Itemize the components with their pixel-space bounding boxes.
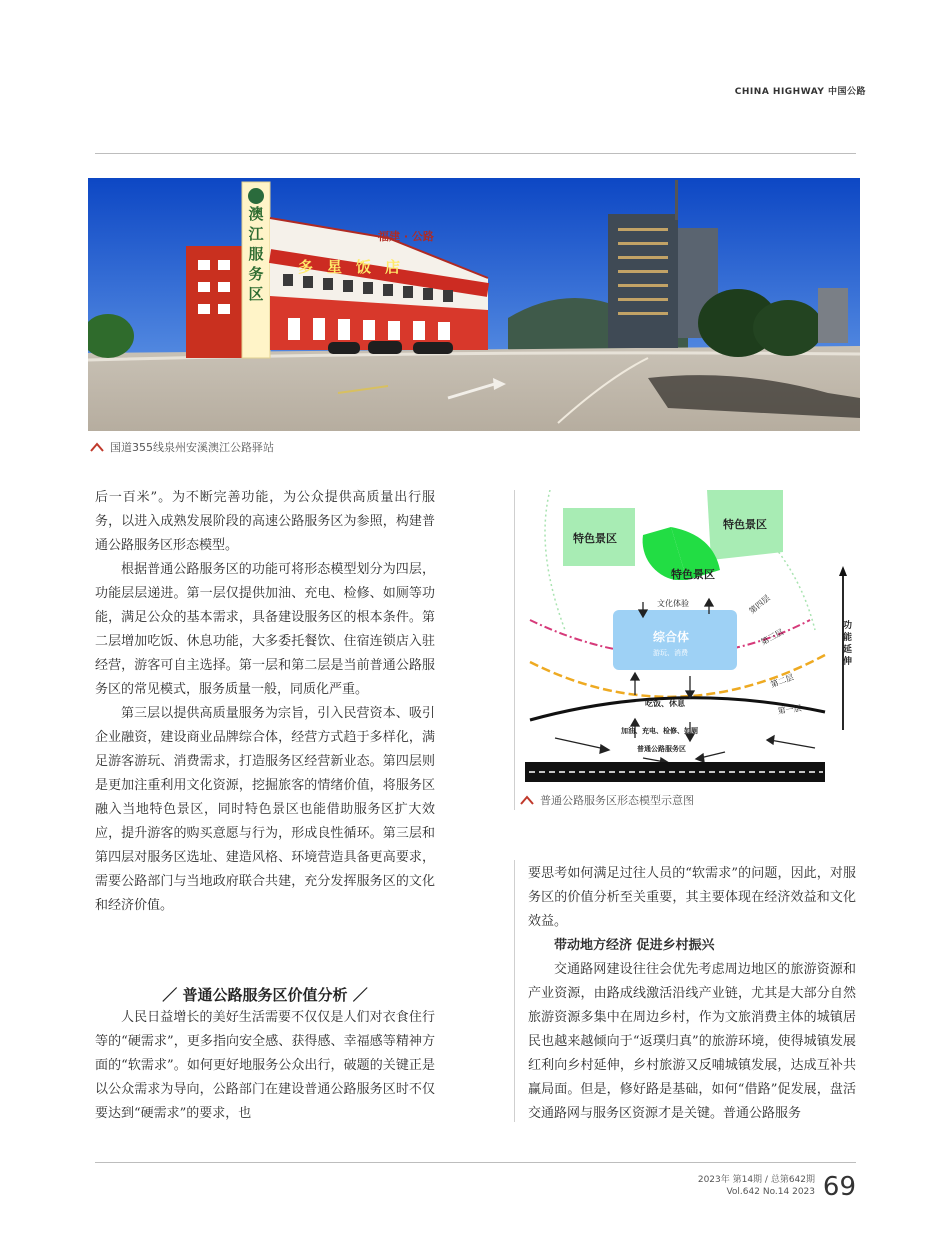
zone-right-label: 特色景区 <box>723 518 767 531</box>
roof-sign: 福建 · 公路 <box>378 230 434 243</box>
diagram-caret-icon <box>520 795 534 805</box>
culture-label: 文化体验 <box>657 599 689 608</box>
complex-sub-label: 游玩、消费 <box>653 649 688 657</box>
issue-info <box>698 1174 815 1198</box>
eat-rest-label: 吃饭、休息 <box>645 698 685 708</box>
right-column <box>528 862 856 1126</box>
left-column-continued <box>95 1006 435 1126</box>
left-paragraph-4: 人民日益增长的美好生活需要不仅仅是人们对衣食住行等的“硬需求”，更多指向安全感、获得感、幸福感等精神方面的“软需求”。如何更好地服务公众出行，破题的关键正是以公众需求为导向，公路部门在建设普通公路服务区时不仅要达到“硬需求”的要求，也 <box>95 1010 435 1121</box>
vertical-sign: 澳江服务区 <box>248 205 264 303</box>
caption-caret-icon <box>90 442 104 452</box>
issue-cn: 2023年 第14期 / 总第642期 <box>697 1175 815 1185</box>
zone-center-label: 特色景区 <box>671 568 715 581</box>
left-paragraph-3: 第三层以提供高质量服务为宗旨，引入民营资本、吸引企业融资，建设商业品牌综合体，经营方式趋于多样化，满足游客游玩、消费需求，打造服务区经营新业态。第四层则是更加注重利用文化资源，挖掘旅客的情绪价值，将服务区融入当地特色景区，同时特色景区也能借助服务区扩大效应，提升游客的购买意愿与行为，形成良性循环。第三层和第四层对服务区选址、建造风格、环境营造具备更高要求，需要公路部门与当地政府联合共建，充分发挥服务区的文化和经济价值。 <box>95 706 435 913</box>
left-paragraph-1: 后一百米”。为不断完善功能，为公众提供高质量出行服务，以进入成熟发展阶段的高速公路服务区为参照，构建普通公路服务区形态模型。 <box>95 490 435 553</box>
service-area-model-diagram <box>525 490 855 790</box>
journal-brand: CHINA HIGHWAY 中国公路 <box>734 87 866 97</box>
diagram-caption-text: 普通公路服务区形态模型示意图 <box>540 794 694 807</box>
service-area-photo <box>88 178 860 431</box>
photo-caption-text: 国道355线泉州安溪澳江公路驿站 <box>110 441 274 454</box>
page-number: 69 <box>822 1172 856 1202</box>
restaurant-sign: 多星饭店 <box>298 258 415 276</box>
layer2-label: 第二层 <box>769 672 795 690</box>
right-paragraph-2: 交通路网建设往往会优先考虑周边地区的旅游资源和产业资源，由路成线激活沿线产业链，尤其是大部分自然旅游资源多集中在周边乡村，作为文旅消费主体的城镇居民也越来越倾向于“返璞归真”的旅游环境，使得城镇发展红利向乡村延伸，乡村旅游又反哺城镇发展，达成互补共赢局面。但是，修好路是基础，如何“借路”促发展，盘活交通路网与服务区资源才是关键。普通公路服务 <box>528 962 856 1121</box>
section-title: ／ 普通公路服务区价值分析 ／ <box>162 986 368 1004</box>
issue-en: Vol.642 No.14 2023 <box>726 1187 815 1197</box>
left-column <box>95 486 435 918</box>
footer-rule <box>95 1162 856 1163</box>
complex-label: 综合体 <box>653 630 690 644</box>
extend-label: 功能延伸 <box>843 621 853 667</box>
diagram-caption <box>520 792 694 808</box>
layer4-label: 第四层 <box>747 593 772 616</box>
photo-caption <box>90 439 274 455</box>
header-rule <box>95 153 856 154</box>
service-area-label: 普通公路服务区 <box>637 744 686 753</box>
left-paragraph-2: 根据普通公路服务区的功能可将形态模型划分为四层，功能层层递进。第一层仅提供加油、充电、检修、如厕等功能，满足公众的基本需求，具备建设服务区的根本条件。第二层增加吃饭、休息功能，大多委托餐饮、住宿连锁店入驻经营，游客可自主选择。第一层和第二层是当前普通公路服务区的常见模式，服务质量一般，同质化严重。 <box>95 562 435 697</box>
layer4-arc-left <box>545 490 565 630</box>
column-divider-top <box>514 490 515 810</box>
zone-left-label: 特色景区 <box>573 532 617 545</box>
column-divider-bottom <box>514 860 515 1122</box>
right-paragraph-1: 要思考如何满足过往人员的“软需求”的问题，因此，对服务区的价值分析至关重要，其主要体现在经济效益和文化效益。 <box>528 866 856 929</box>
layer3-label: 第三层 <box>759 627 785 647</box>
right-subheading: 带动地方经济 促进乡村振兴 <box>554 938 715 953</box>
basic-function-label: 加油、充电、检修、如厕 <box>621 726 698 735</box>
layer1-label: 第一层 <box>777 703 803 716</box>
